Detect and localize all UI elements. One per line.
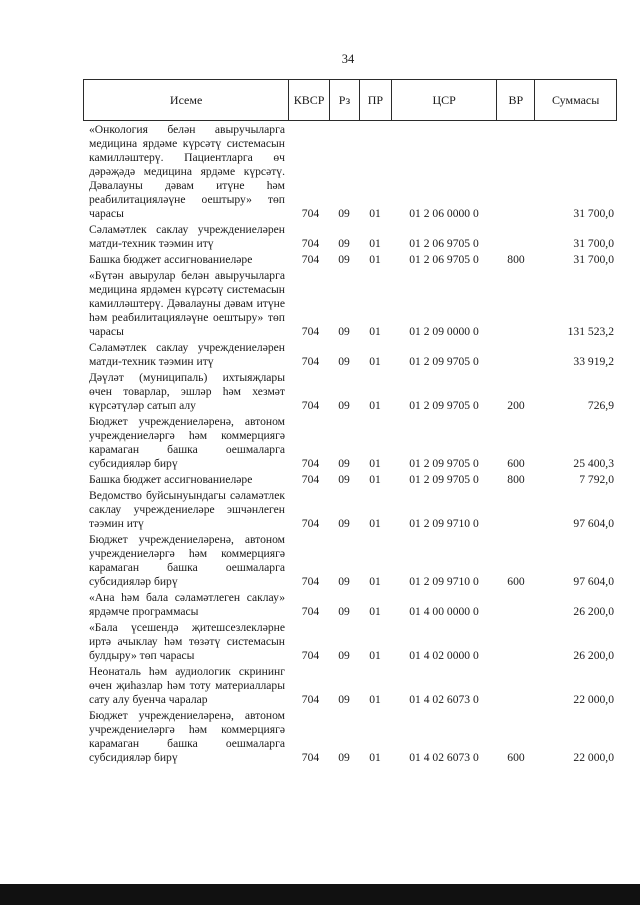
header-vr: ВР [496, 80, 534, 120]
cell-name: Ведомство буйсынуындагы сәламәтлек саклау учреждениеләре эшчәнлеген тәэмин итү [89, 489, 285, 530]
cell-kvsr: 704 [301, 399, 320, 412]
cell-kvsr: 704 [301, 649, 320, 662]
cell-pr: 01 [369, 751, 381, 764]
table-row [83, 663, 617, 707]
cell-csr: 01 4 02 6073 0 [409, 693, 479, 706]
table-header [83, 79, 617, 121]
cell-pr: 01 [369, 605, 381, 618]
header-pr: ПР [359, 80, 391, 120]
cell-csr: 01 2 09 9705 0 [409, 399, 479, 412]
cell-sum: 97 604,0 [573, 575, 614, 588]
cell-kvsr: 704 [301, 693, 320, 706]
cell-pr: 01 [369, 253, 381, 266]
cell-sum: 31 700,0 [573, 237, 614, 250]
cell-csr: 01 2 09 9705 0 [409, 355, 479, 368]
table-row [83, 707, 617, 765]
cell-name: Сәламәтлек саклау учреждениеләрен матди-техник тәэмин итү [89, 223, 285, 250]
cell-kvsr: 704 [301, 355, 320, 368]
cell-pr: 01 [369, 693, 381, 706]
cell-kvsr: 704 [301, 253, 320, 266]
table-row [83, 369, 617, 413]
cell-rz: 09 [338, 751, 350, 764]
cell-csr: 01 2 06 9705 0 [409, 237, 479, 250]
table-row [83, 589, 617, 619]
cell-name: Неонаталь һәм аудиологик скрининг өчен җиһазлар һәм тоту материаллары сату алу буенча чаралар [89, 665, 285, 706]
cell-vr: 800 [507, 473, 525, 486]
cell-name: Дәүләт (муниципаль) ихтыяҗлары өчен товарлар, эшләр һәм хезмәт күрсәтүләр сатып алу [89, 371, 285, 412]
cell-csr: 01 2 09 9705 0 [409, 473, 479, 486]
cell-kvsr: 704 [301, 517, 320, 530]
cell-vr: 600 [507, 575, 525, 588]
header-sum: Суммасы [534, 80, 616, 120]
cell-name: «Ана һәм бала сәламәтлеген саклау» ярдәмче программасы [89, 591, 285, 618]
cell-kvsr: 704 [301, 457, 320, 470]
cell-csr: 01 2 09 9710 0 [409, 575, 479, 588]
cell-name: Бюджет учреждениеләренә, автоном учреждениеләргә һәм коммерциягә карамаган башка оешмаларга субсидияләр бирү [89, 415, 285, 470]
cell-pr: 01 [369, 355, 381, 368]
cell-pr: 01 [369, 575, 381, 588]
cell-sum: 22 000,0 [573, 751, 614, 764]
cell-sum: 97 604,0 [573, 517, 614, 530]
cell-csr: 01 2 06 0000 0 [409, 207, 479, 220]
cell-sum: 22 000,0 [573, 693, 614, 706]
cell-rz: 09 [338, 399, 350, 412]
cell-rz: 09 [338, 575, 350, 588]
table-row [83, 471, 617, 487]
cell-csr: 01 2 09 0000 0 [409, 325, 479, 338]
table-row [83, 221, 617, 251]
cell-name: Башка бюджет ассигнованиеләре [89, 473, 253, 486]
cell-sum: 131 523,2 [567, 325, 614, 338]
cell-vr: 600 [507, 751, 525, 764]
cell-name: Башка бюджет ассигнованиеләре [89, 253, 253, 266]
cell-name: «Бала үсешендә җитешсезлекләрне иртә ачыклау һәм төзәтү системасын булдыру» төп чарасы [89, 621, 285, 662]
cell-rz: 09 [338, 237, 350, 250]
header-name: Исеме [169, 93, 203, 107]
cell-rz: 09 [338, 517, 350, 530]
cell-pr: 01 [369, 325, 381, 338]
cell-rz: 09 [338, 355, 350, 368]
header-rz: Рз [329, 80, 359, 120]
budget-table [83, 79, 617, 765]
cell-vr: 200 [507, 399, 525, 412]
cell-sum: 31 700,0 [573, 253, 614, 266]
cell-sum: 33 919,2 [573, 355, 614, 368]
table-row [83, 619, 617, 663]
cell-csr: 01 2 06 9705 0 [409, 253, 479, 266]
cell-pr: 01 [369, 457, 381, 470]
cell-kvsr: 704 [301, 751, 320, 764]
cell-sum: 31 700,0 [573, 207, 614, 220]
cell-kvsr: 704 [301, 237, 320, 250]
cell-vr: 800 [507, 253, 525, 266]
cell-sum: 726,9 [587, 399, 614, 412]
cell-pr: 01 [369, 473, 381, 486]
cell-rz: 09 [338, 605, 350, 618]
cell-name: Бюджет учреждениеләренә, автоном учреждениеләргә һәм коммерциягә карамаган башка оешмаларга субсидияләр бирү [89, 533, 285, 588]
cell-sum: 7 792,0 [579, 473, 614, 486]
cell-vr: 600 [507, 457, 525, 470]
cell-csr: 01 4 02 6073 0 [409, 751, 479, 764]
table-row [83, 413, 617, 471]
header-kvsr: КВСР [288, 80, 329, 120]
table-row [83, 267, 617, 339]
cell-pr: 01 [369, 207, 381, 220]
cell-rz: 09 [338, 649, 350, 662]
table-row [83, 531, 617, 589]
cell-sum: 26 200,0 [573, 649, 614, 662]
cell-name: «Онкология белән авыручыларга медицина ярдәме күрсәтү системасын камилләштерү. Пациентларга өч дәрәҗәдә медицина ярдәме күрсәтү. Дәвалауны дәвам итүне һәм реабилитацияләүне оештыру» төп чарасы [89, 123, 285, 220]
cell-sum: 26 200,0 [573, 605, 614, 618]
cell-name: Бюджет учреждениеләренә, автоном учреждениеләргә һәм коммерциягә карамаган башка оешмаларга субсидияләр бирү [89, 709, 285, 764]
cell-pr: 01 [369, 237, 381, 250]
cell-name: «Бүтән авырулар белән авыручыларга медицина ярдәмен күрсәтү системасын камилләштерү. Дәвалауны дәвам итүне һәм реабилитацияләүне оештыру» төп чарасы [89, 269, 285, 338]
cell-sum: 25 400,3 [573, 457, 614, 470]
page-number: 34 [341, 52, 355, 66]
table-row [83, 487, 617, 531]
table-row [83, 121, 617, 221]
table-row [83, 339, 617, 369]
cell-rz: 09 [338, 207, 350, 220]
cell-csr: 01 2 09 9710 0 [409, 517, 479, 530]
cell-rz: 09 [338, 325, 350, 338]
cell-pr: 01 [369, 517, 381, 530]
cell-pr: 01 [369, 399, 381, 412]
cell-kvsr: 704 [301, 605, 320, 618]
cell-rz: 09 [338, 457, 350, 470]
cell-kvsr: 704 [301, 325, 320, 338]
cell-csr: 01 4 00 0000 0 [409, 605, 479, 618]
table-body [83, 121, 617, 765]
cell-kvsr: 704 [301, 575, 320, 588]
cell-rz: 09 [338, 473, 350, 486]
cell-kvsr: 704 [301, 473, 320, 486]
cell-csr: 01 2 09 9705 0 [409, 457, 479, 470]
cell-rz: 09 [338, 693, 350, 706]
cell-rz: 09 [338, 253, 350, 266]
cell-kvsr: 704 [301, 207, 320, 220]
cell-name: Сәламәтлек саклау учреждениеләрен матди-техник тәэмин итү [89, 341, 285, 368]
table-row [83, 251, 617, 267]
scan-edge-bar [0, 884, 640, 905]
header-csr: ЦСР [391, 80, 497, 120]
cell-pr: 01 [369, 649, 381, 662]
cell-csr: 01 4 02 0000 0 [409, 649, 479, 662]
